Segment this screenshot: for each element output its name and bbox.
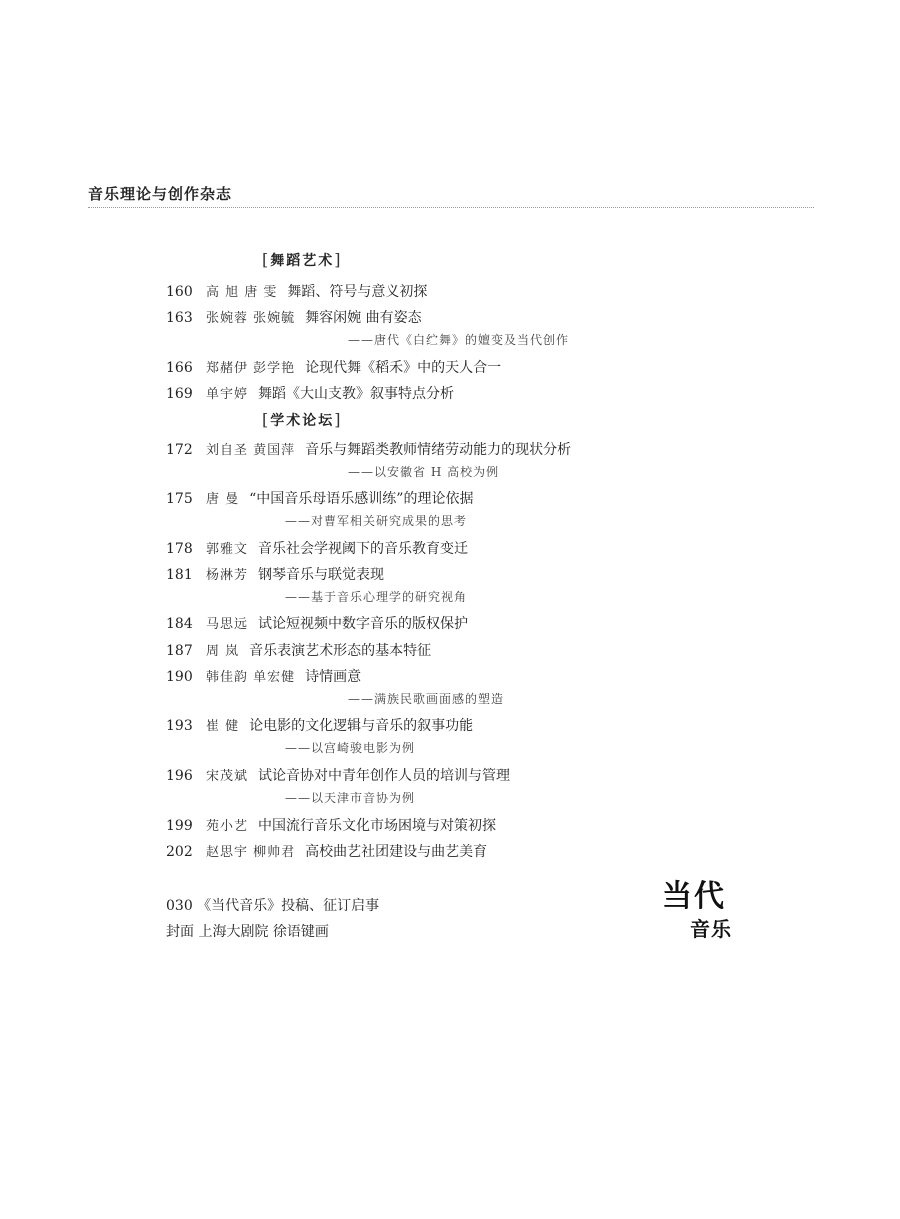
page-header-title: 音乐理论与创作杂志 bbox=[88, 185, 233, 203]
page-number: 187 bbox=[166, 643, 193, 659]
author: 刘自圣 黄国萍 bbox=[206, 443, 296, 458]
article-subtitle: ——以天津市音协为例 bbox=[285, 791, 416, 805]
author: 张婉蓉 张婉毓 bbox=[206, 311, 296, 326]
section-heading-forum: [学术论坛] bbox=[262, 410, 343, 429]
article-title: 音乐表演艺术形态的基本特征 bbox=[249, 643, 432, 659]
toc-entry[interactable] bbox=[166, 281, 427, 301]
page-number: 193 bbox=[166, 718, 193, 734]
toc-entry[interactable] bbox=[166, 613, 468, 633]
article-title: 高校曲艺社团建设与曲艺美育 bbox=[305, 844, 488, 860]
toc-entry[interactable] bbox=[166, 538, 468, 558]
section-heading-dance: [舞蹈艺术] bbox=[262, 250, 343, 269]
page-number: 184 bbox=[166, 616, 193, 632]
author: 郑赭伊 彭学艳 bbox=[206, 361, 296, 376]
author: 赵思宇 柳帅君 bbox=[206, 845, 296, 860]
toc-entry[interactable] bbox=[166, 640, 431, 660]
submission-notice[interactable]: 030 《当代音乐》投稿、征订启事 bbox=[166, 898, 380, 914]
article-title: 钢琴音乐与联觉表现 bbox=[258, 567, 385, 583]
magazine-logo bbox=[662, 876, 742, 942]
toc-entry[interactable] bbox=[166, 841, 487, 861]
toc-entry[interactable] bbox=[166, 307, 422, 327]
author: 苑小艺 bbox=[206, 819, 249, 834]
page-number: 196 bbox=[166, 768, 193, 784]
article-title: 舞容闲婉 曲有姿态 bbox=[305, 310, 422, 326]
page-number: 202 bbox=[166, 844, 193, 860]
toc-entry[interactable] bbox=[166, 488, 473, 508]
article-title: 试论短视频中数字音乐的版权保护 bbox=[258, 616, 469, 632]
article-title: 舞蹈《大山支教》叙事特点分析 bbox=[258, 386, 455, 402]
author: 单宇婷 bbox=[206, 387, 249, 402]
article-subtitle: ——唐代《白纻舞》的嬗变及当代创作 bbox=[348, 333, 570, 347]
page-number: 178 bbox=[166, 541, 193, 557]
article-title: 诗情画意 bbox=[305, 669, 362, 685]
author: 崔 健 bbox=[206, 719, 240, 734]
article-title: 论现代舞《稻禾》中的天人合一 bbox=[305, 360, 502, 376]
article-title: 音乐与舞蹈类教师情绪劳动能力的现状分析 bbox=[305, 442, 572, 458]
toc-entry[interactable] bbox=[166, 815, 496, 835]
toc-entry[interactable] bbox=[166, 765, 510, 785]
article-title: 音乐社会学视阈下的音乐教育变迁 bbox=[258, 541, 469, 557]
section-label: 学术论坛 bbox=[270, 413, 335, 429]
toc-entry[interactable] bbox=[166, 357, 501, 377]
author: 宋茂斌 bbox=[206, 769, 249, 784]
author: 郭雅文 bbox=[206, 542, 249, 557]
article-subtitle: ——对曹军相关研究成果的思考 bbox=[285, 514, 468, 528]
article-title: 论电影的文化逻辑与音乐的叙事功能 bbox=[249, 718, 474, 734]
author: 高 旭 唐 雯 bbox=[206, 285, 278, 300]
page-number: 160 bbox=[166, 284, 193, 300]
page-number: 199 bbox=[166, 818, 193, 834]
page-number: 166 bbox=[166, 360, 193, 376]
cover-credit: 封面 上海大剧院 徐语键画 bbox=[166, 924, 329, 940]
author: 唐 曼 bbox=[206, 492, 240, 507]
author: 韩佳韵 单宏健 bbox=[206, 670, 296, 685]
author: 马思远 bbox=[206, 617, 249, 632]
page-number: 169 bbox=[166, 386, 193, 402]
section-label: 舞蹈艺术 bbox=[270, 253, 335, 269]
article-title: 试论音协对中青年创作人员的培训与管理 bbox=[258, 768, 511, 784]
logo-line1: 当代 bbox=[662, 879, 726, 914]
article-subtitle: ——以宫崎骏电影为例 bbox=[285, 741, 416, 755]
page-number: 181 bbox=[166, 567, 193, 583]
logo-line2: 音乐 bbox=[690, 917, 732, 941]
article-title: “中国音乐母语乐感训练”的理论依据 bbox=[249, 491, 474, 507]
article-title: 中国流行音乐文化市场困境与对策初探 bbox=[258, 818, 497, 834]
page-number: 163 bbox=[166, 310, 193, 326]
article-subtitle: ——满族民歌画面感的塑造 bbox=[348, 692, 505, 706]
toc-entry[interactable] bbox=[166, 666, 361, 686]
toc-entry[interactable] bbox=[166, 715, 473, 735]
article-subtitle: ——以安徽省 H 高校为例 bbox=[348, 465, 500, 479]
author: 周 岚 bbox=[206, 644, 240, 659]
page-number: 172 bbox=[166, 442, 193, 458]
article-title: 舞蹈、符号与意义初探 bbox=[287, 284, 428, 300]
toc-entry[interactable] bbox=[166, 564, 384, 584]
author: 杨淋芳 bbox=[206, 568, 249, 583]
toc-entry[interactable] bbox=[166, 383, 454, 403]
header-divider bbox=[88, 207, 814, 208]
page-number: 190 bbox=[166, 669, 193, 685]
article-subtitle: ——基于音乐心理学的研究视角 bbox=[285, 590, 468, 604]
toc-entry[interactable] bbox=[166, 439, 571, 459]
page-number: 175 bbox=[166, 491, 193, 507]
